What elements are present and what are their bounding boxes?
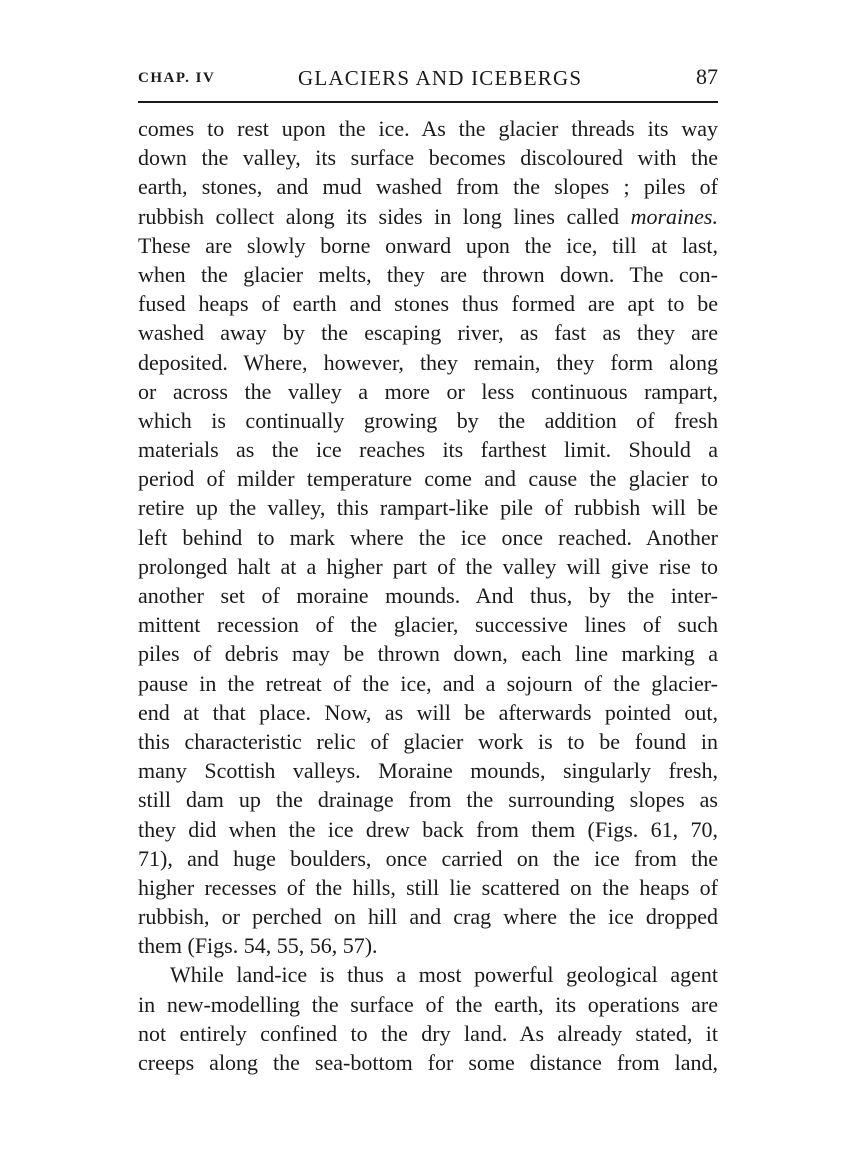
text-line: retire up the valley, this rampart-like pile of rubbish will be	[138, 495, 718, 521]
text-line: down the valley, its surface becomes discoloured with the	[138, 145, 718, 171]
header-rule	[138, 101, 718, 103]
text-line: pause in the retreat of the ice, and a sojourn of the glacier-	[138, 670, 718, 696]
text-line: still dam up the drainage from the surrounding slopes as	[138, 787, 718, 813]
text-line: not entirely confined to the dry land. As already stated, it	[138, 1020, 718, 1046]
text-line: deposited. Where, however, they remain, they form along	[138, 349, 718, 375]
text-line	[138, 202, 718, 231]
body-text	[138, 114, 718, 1077]
text-line: rubbish, or perched on hill and crag where the ice dropped	[138, 904, 718, 930]
text-segment: rubbish collect along its sides in long lines called	[138, 203, 631, 229]
text-line: when the glacier melts, they are thrown down. The con-	[138, 261, 718, 287]
text-line: left behind to mark where the ice once reached. Another	[138, 524, 718, 550]
text-line: prolonged halt at a higher part of the valley will give rise to	[138, 553, 718, 579]
text-line: comes to rest upon the ice. As the glacier threads its way	[138, 116, 718, 141]
text-line: earth, stones, and mud washed from the slopes ; piles of	[138, 174, 718, 200]
running-title: GLACIERS AND ICEBERGS	[298, 66, 583, 90]
text-line: period of milder temperature come and cause the glacier to	[138, 466, 718, 492]
text-line: materials as the ice reaches its farthest limit. Should a	[138, 437, 718, 463]
text-line: mittent recession of the glacier, successive lines of such	[138, 612, 718, 638]
text-line: in new-modelling the surface of the earth, its operations are	[138, 991, 718, 1017]
text-line: or across the valley a more or less continuous rampart,	[138, 378, 718, 404]
text-line: higher recesses of the hills, still lie scattered on the heaps of	[138, 874, 718, 900]
text-line: many Scottish valleys. Moraine mounds, singularly fresh,	[138, 758, 718, 784]
text-line: While land-ice is thus a most powerful geological agent	[170, 962, 718, 988]
text-line: piles of debris may be thrown down, each line marking a	[138, 641, 718, 667]
text-line: washed away by the escaping river, as fast as they are	[138, 320, 718, 346]
text-line: them (Figs. 54, 55, 56, 57).	[138, 933, 378, 959]
text-line: fused heaps of earth and stones thus formed are apt to be	[138, 291, 718, 317]
text-line: creeps along the sea-bottom for some distance from land,	[138, 1050, 718, 1075]
running-head	[138, 64, 718, 98]
chapter-label: CHAP. IV	[138, 70, 216, 86]
italic-term: moraines.	[630, 203, 718, 229]
text-line: another set of moraine mounds. And thus, by the inter-	[138, 583, 718, 608]
text-line: These are slowly borne onward upon the ice, till at last,	[138, 232, 718, 258]
page-number: 87	[696, 64, 718, 89]
text-line: end at that place. Now, as will be afterwards pointed out,	[138, 699, 718, 725]
text-line: this characteristic relic of glacier work is to be found in	[138, 728, 718, 754]
text-line: which is continually growing by the addition of fresh	[138, 407, 718, 433]
text-line: 71), and huge boulders, once carried on the ice from the	[138, 845, 718, 871]
text-line: they did when the ice drew back from them (Figs. 61, 70,	[138, 816, 718, 842]
